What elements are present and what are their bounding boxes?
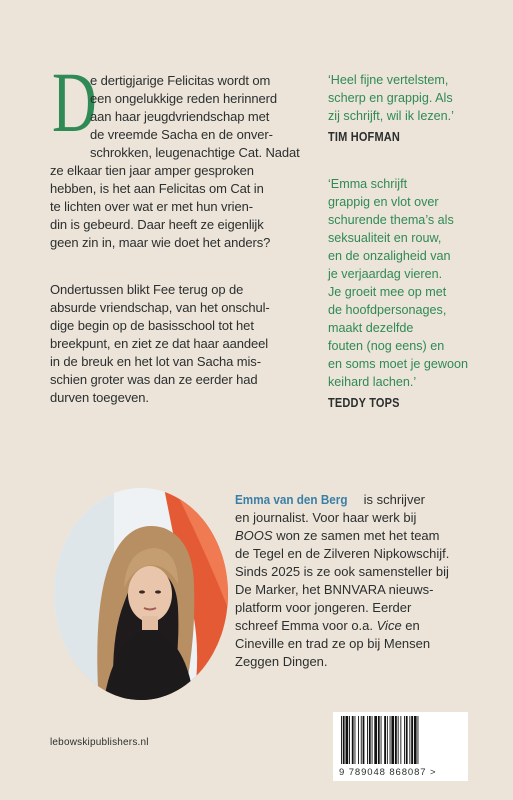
bio-text: De Marker, het BNNVARA nieuws- (235, 582, 434, 597)
barcode-bar (343, 716, 345, 764)
bio-line (235, 545, 449, 563)
blurb-line: Ondertussen blikt Fee terug op de (50, 282, 244, 297)
barcode-bar (372, 716, 373, 764)
bio-line (235, 617, 420, 635)
quote-line: de hoofdpersonages, (328, 303, 447, 317)
drop-cap: D (52, 54, 97, 150)
bio-text: de Tegel en de Zilveren Nipkowschijf. (235, 546, 450, 561)
barcode-bar (355, 716, 356, 764)
quote-author: TIM HOFMAN (328, 130, 401, 144)
barcode-bar (391, 716, 394, 764)
quote-line: maakt dezelfde (328, 321, 414, 335)
bio-text: en journalist. Voor haar werk bij (235, 510, 417, 525)
barcode-bar (381, 716, 382, 764)
quote-line: grappig en vlot over (328, 195, 439, 209)
bio-line (235, 509, 416, 527)
barcode-bar (369, 716, 371, 764)
blurb-line: geen zin in, maar wie doet het anders? (50, 235, 271, 250)
barcode-bar (398, 716, 399, 764)
bio-text: is schrijver (360, 492, 426, 507)
quote-line: je verjaardag vieren. (328, 267, 443, 281)
publisher-url: lebowskipublishers.nl (50, 737, 149, 748)
author-name: Emma van den Berg (235, 492, 348, 507)
blurb-line: breekpunt, en ziet ze dat haar aandeel (50, 336, 269, 351)
barcode-bar (409, 716, 410, 764)
bio-line (235, 563, 449, 581)
blurb-line: ze elkaar tien jaar amper gesproken (50, 163, 254, 178)
isbn-arrow: > (430, 767, 437, 778)
barcode-bar (414, 716, 417, 764)
barcode-bar (378, 716, 380, 764)
blurb-line: absurde vriendschap, van het onschul- (50, 300, 270, 315)
barcode-bar (411, 716, 413, 764)
barcode-bar (341, 716, 342, 764)
bio-line (235, 635, 430, 653)
bio-italic: Vice (376, 618, 402, 633)
barcode-bar (418, 716, 419, 764)
barcode-bar (352, 716, 354, 764)
quote-line: ‘Emma schrijft (328, 177, 408, 191)
blurb-line: hebben, is het aan Felicitas om Cat in (50, 181, 264, 196)
blurb-line: durven toegeven. (50, 390, 149, 405)
barcode-bar (404, 716, 405, 764)
barcode-bar (390, 716, 391, 764)
blurb-line: schrokken, leugenachtige Cat. Nadat (90, 145, 300, 160)
barcode-bars (333, 712, 468, 767)
barcode-bar (361, 716, 362, 764)
bio-text: Zeggen Dingen. (235, 654, 328, 669)
bio-italic: BOOS (235, 528, 273, 543)
barcode-bar (406, 716, 408, 764)
barcode-bar (387, 716, 388, 764)
quote-line: schurende thema’s als (328, 213, 454, 227)
barcode-bar (374, 716, 377, 764)
quote-author: TEDDY TOPS (328, 396, 400, 410)
barcode-bar (384, 716, 386, 764)
blurb-line: de vreemde Sacha en de onver- (90, 127, 273, 142)
quote-line: en soms moet je gewoon (328, 357, 469, 371)
quote-line: scherp en grappig. Als (328, 91, 453, 105)
quote-line: keihard lachen.’ (328, 375, 417, 389)
bio-line (235, 491, 425, 509)
bio-text: en (401, 618, 420, 633)
barcode-bar (346, 716, 349, 764)
bio-text: Cineville en trad ze op bij Mensen (235, 636, 431, 651)
author-photo (54, 488, 228, 700)
barcode-bar (395, 716, 397, 764)
isbn-digits: 9 789048 868087 (339, 767, 427, 778)
barcode-bar (349, 716, 350, 764)
bio-text: Sinds 2025 is ze ook samensteller bij (235, 564, 449, 579)
blurb-line: e dertigjarige Felicitas wordt om (90, 73, 271, 88)
bio-line (235, 599, 411, 617)
bio-text: won ze samen met het team (272, 528, 440, 543)
quote-line: fouten (nog eens) en (328, 339, 445, 353)
blurb-line: in de breuk en het lot van Sacha mis- (50, 354, 261, 369)
bio-text: schreef Emma voor o.a. (235, 618, 377, 633)
bio-line (235, 581, 433, 599)
blurb-line: een ongelukkige reden herinnerd (90, 91, 277, 106)
quote-line: Je groeit mee op met (328, 285, 447, 299)
quote-line: seksualiteit en rouw, (328, 231, 442, 245)
barcode-bar (363, 716, 365, 764)
quote-line: ‘Heel fijne vertelstem, (328, 73, 449, 87)
blurb-line: din is gebeurd. Daar heeft ze eigenlijk (50, 217, 264, 232)
blurb-line: dige begin op de basisschool tot het (50, 318, 254, 333)
quote-line: en de onzaligheid van (328, 249, 451, 263)
bio-line (235, 527, 440, 545)
bio-line (235, 653, 328, 671)
blurb-line: te lichten over wat er met hun vrien- (50, 199, 253, 214)
blurb-line: schien groter was dan ze eerder had (50, 372, 258, 387)
barcode-bar (400, 716, 401, 764)
blurb-line: aan haar jeugdvriendschap met (90, 109, 270, 124)
isbn-number (339, 767, 436, 778)
barcode-bar (358, 716, 359, 764)
quote-line: zij schrijft, wil ik lezen.’ (328, 109, 454, 123)
bio-text: platform voor jongeren. Eerder (235, 600, 412, 615)
barcode-bar (367, 716, 368, 764)
